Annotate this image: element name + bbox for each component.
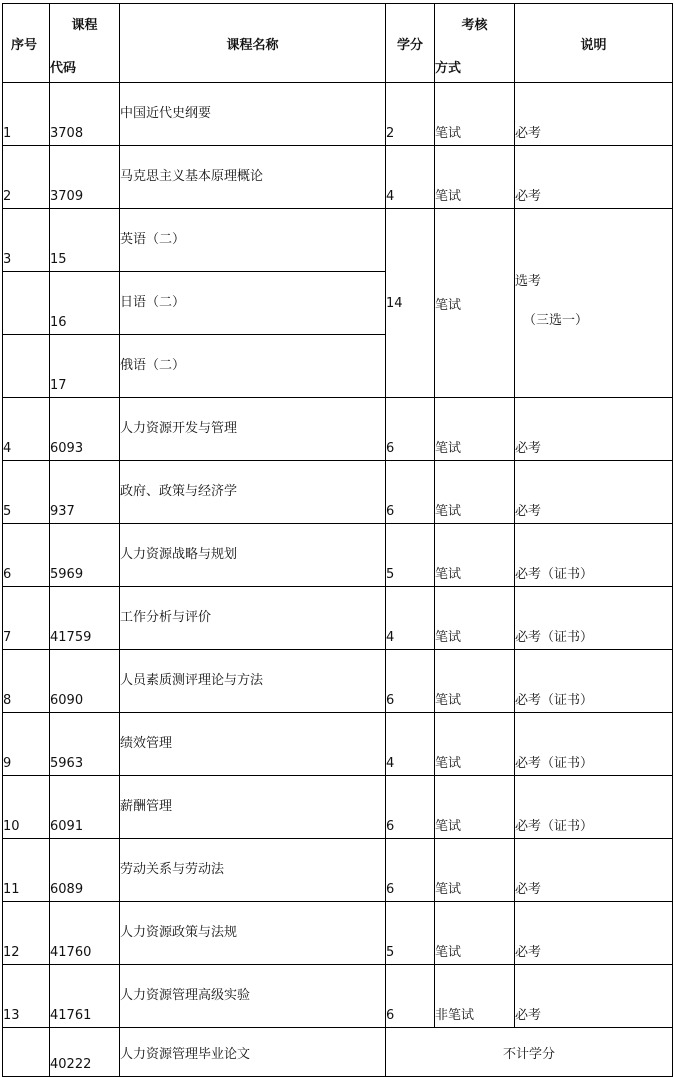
cell-name: 中国近代史纲要 (120, 83, 386, 146)
cell-credit: 2 (386, 83, 435, 146)
cell-code: 15 (50, 209, 120, 272)
cell-seq: 7 (3, 587, 50, 650)
cell-note: 必考（证书） (515, 524, 673, 587)
cell-code: 16 (50, 272, 120, 335)
table-row (3, 839, 673, 902)
cell-code: 41760 (50, 902, 120, 965)
cell-code: 6089 (50, 839, 120, 902)
table-row (3, 524, 673, 587)
table-row (3, 902, 673, 965)
cell-name: 马克思主义基本原理概论 (120, 146, 386, 209)
cell-note: 必考 (515, 461, 673, 524)
cell-seq (3, 335, 50, 398)
cell-credit: 6 (386, 461, 435, 524)
cell-code: 17 (50, 335, 120, 398)
cell-note: 必考（证书） (515, 776, 673, 839)
cell-name: 人力资源管理毕业论文 (120, 1028, 386, 1077)
table-row (3, 776, 673, 839)
cell-credit: 4 (386, 146, 435, 209)
header-code-bottom: 代码 (50, 61, 77, 76)
cell-exam: 笔试 (435, 83, 515, 146)
cell-note: 必考（证书） (515, 587, 673, 650)
header-exam-top: 考核 (461, 18, 488, 33)
table-row (3, 650, 673, 713)
header-code-top: 课程 (71, 18, 98, 33)
cell-credit: 6 (386, 650, 435, 713)
cell-seq: 6 (3, 524, 50, 587)
header-row (3, 4, 673, 83)
header-seq: 序号 (3, 4, 50, 83)
note-choose-one: （三选一） (523, 313, 589, 328)
table-row (3, 587, 673, 650)
cell-code: 6090 (50, 650, 120, 713)
note-elective: 选考 (515, 274, 542, 289)
cell-code: 3709 (50, 146, 120, 209)
cell-code: 6091 (50, 776, 120, 839)
cell-seq (3, 1028, 50, 1077)
cell-name: 人力资源战略与规划 (120, 524, 386, 587)
cell-credit-language-group: 14 (386, 209, 435, 398)
cell-code: 41759 (50, 587, 120, 650)
cell-credit: 5 (386, 902, 435, 965)
cell-credit: 6 (386, 776, 435, 839)
cell-seq: 10 (3, 776, 50, 839)
cell-exam: 笔试 (435, 839, 515, 902)
cell-code: 6093 (50, 398, 120, 461)
cell-exam: 笔试 (435, 461, 515, 524)
cell-credit: 6 (386, 839, 435, 902)
header-note: 说明 (515, 4, 673, 83)
cell-name: 俄语（二） (120, 335, 386, 398)
cell-seq: 11 (3, 839, 50, 902)
cell-exam: 笔试 (435, 524, 515, 587)
table-row-thesis (3, 1028, 673, 1077)
cell-name: 人员素质测评理论与方法 (120, 650, 386, 713)
cell-note: 必考 (515, 83, 673, 146)
cell-name: 政府、政策与经济学 (120, 461, 386, 524)
table-row (3, 83, 673, 146)
cell-exam: 笔试 (435, 776, 515, 839)
header-credit: 学分 (386, 4, 435, 83)
cell-credit: 6 (386, 965, 435, 1028)
cell-note: 必考 (515, 902, 673, 965)
cell-name: 工作分析与评价 (120, 587, 386, 650)
cell-seq: 1 (3, 83, 50, 146)
cell-seq: 4 (3, 398, 50, 461)
cell-exam: 笔试 (435, 650, 515, 713)
header-code (50, 4, 120, 83)
cell-note-language-group (515, 209, 673, 398)
cell-code: 5963 (50, 713, 120, 776)
cell-code: 5969 (50, 524, 120, 587)
cell-code: 40222 (50, 1028, 120, 1077)
cell-name: 劳动关系与劳动法 (120, 839, 386, 902)
table-row (3, 965, 673, 1028)
cell-name: 绩效管理 (120, 713, 386, 776)
table-row (3, 461, 673, 524)
course-table (2, 3, 673, 1077)
cell-note: 必考（证书） (515, 713, 673, 776)
cell-exam: 非笔试 (435, 965, 515, 1028)
cell-exam-language-group: 笔试 (435, 209, 515, 398)
cell-name: 薪酬管理 (120, 776, 386, 839)
cell-exam: 笔试 (435, 398, 515, 461)
cell-note: 必考（证书） (515, 650, 673, 713)
cell-note: 必考 (515, 398, 673, 461)
cell-name: 英语（二） (120, 209, 386, 272)
cell-credit: 4 (386, 587, 435, 650)
cell-note: 必考 (515, 146, 673, 209)
header-exam (435, 4, 515, 83)
cell-seq: 2 (3, 146, 50, 209)
cell-credit: 5 (386, 524, 435, 587)
table-row (3, 209, 673, 272)
header-exam-bottom: 方式 (435, 61, 462, 76)
cell-exam: 笔试 (435, 713, 515, 776)
cell-note: 必考 (515, 839, 673, 902)
cell-seq: 9 (3, 713, 50, 776)
cell-seq: 3 (3, 209, 50, 272)
table-row (3, 146, 673, 209)
cell-name: 人力资源开发与管理 (120, 398, 386, 461)
cell-seq (3, 272, 50, 335)
cell-code: 41761 (50, 965, 120, 1028)
cell-thesis-note: 不计学分 (386, 1028, 673, 1077)
cell-name: 日语（二） (120, 272, 386, 335)
table-row (3, 398, 673, 461)
cell-seq: 12 (3, 902, 50, 965)
cell-credit: 6 (386, 398, 435, 461)
cell-code: 937 (50, 461, 120, 524)
cell-exam: 笔试 (435, 902, 515, 965)
header-name: 课程名称 (120, 4, 386, 83)
table-row (3, 713, 673, 776)
cell-seq: 13 (3, 965, 50, 1028)
cell-name: 人力资源管理高级实验 (120, 965, 386, 1028)
cell-note: 必考 (515, 965, 673, 1028)
cell-exam: 笔试 (435, 587, 515, 650)
cell-credit: 4 (386, 713, 435, 776)
cell-name: 人力资源政策与法规 (120, 902, 386, 965)
cell-exam: 笔试 (435, 146, 515, 209)
cell-code: 3708 (50, 83, 120, 146)
cell-seq: 5 (3, 461, 50, 524)
cell-seq: 8 (3, 650, 50, 713)
